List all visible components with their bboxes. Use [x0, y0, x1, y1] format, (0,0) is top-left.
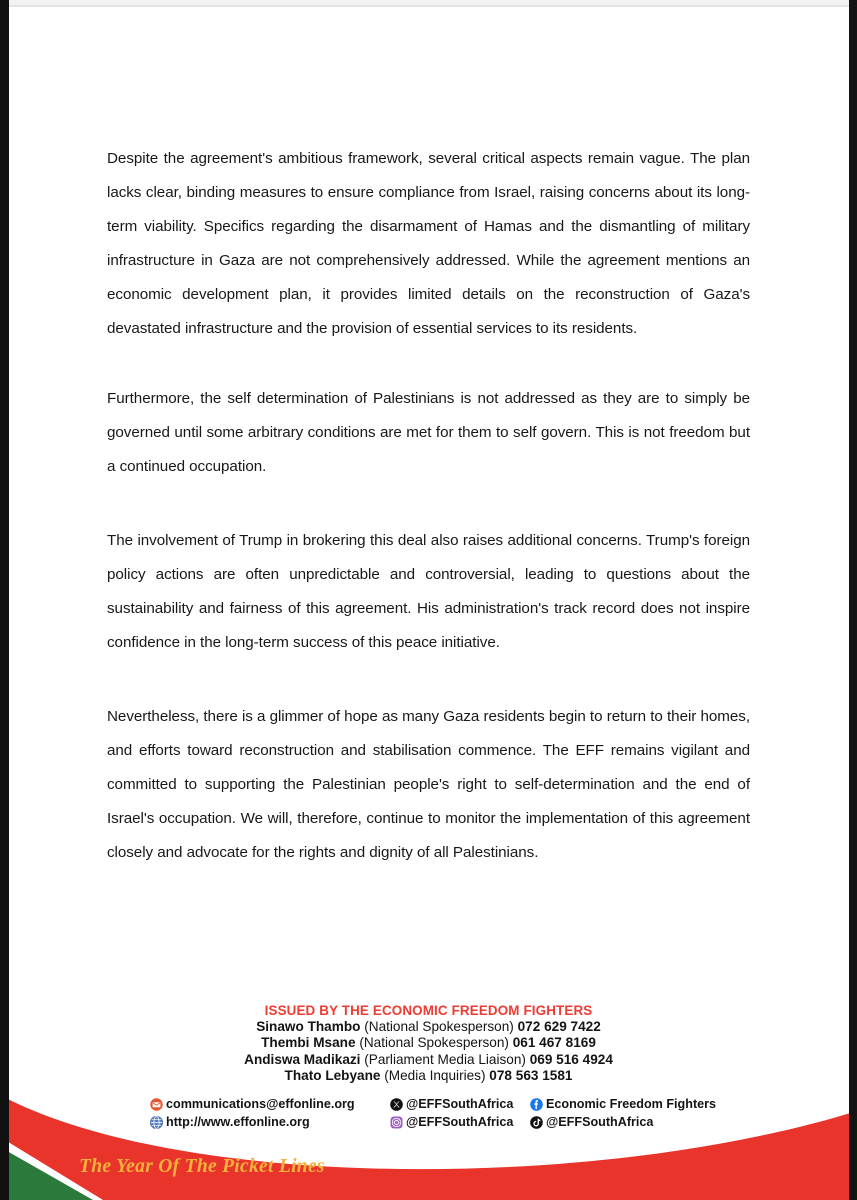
contact-row-instagram[interactable]	[390, 1114, 513, 1131]
contact-name: Thato Lebyane	[284, 1068, 381, 1084]
contact-role: (Parliament Media Liaison)	[364, 1051, 526, 1067]
contact-name: Thembi Msane	[261, 1035, 356, 1051]
email-icon	[150, 1098, 163, 1111]
tiktok-icon	[530, 1116, 543, 1129]
contact-line	[0, 1052, 857, 1068]
contact-row-facebook[interactable]	[530, 1096, 716, 1113]
contact-row-x[interactable]	[390, 1096, 513, 1113]
contact-line	[0, 1035, 857, 1051]
paragraph-3: The involvement of Trump in brokering this deal also raises additional concerns. Trump's foreign policy actions are often unpredictable and controversial, leading to questions about the sustainability and fairness of this agreement. His administration's track record does not inspire confidence in the long-term success of this peace initiative.	[107, 532, 750, 651]
x-handle: @EFFSouthAfrica	[406, 1097, 514, 1111]
contact-role: (Media Inquiries)	[384, 1068, 486, 1084]
contact-phone: 072 629 7422	[517, 1019, 601, 1034]
issued-by-block	[0, 1002, 857, 1085]
contact-line	[0, 1019, 857, 1035]
facebook-icon	[530, 1098, 543, 1111]
contact-line	[0, 1068, 857, 1084]
paragraph-1: Despite the agreement's ambitious framework, several critical aspects remain vague. The plan lacks clear, binding measures to ensure compliance from Israel, raising concerns about its long-term viability. Specifics regarding the disarmament of Hamas and the dismantling of military infrastructure in Gaza are not comprehensively addressed. While the agreement mentions an economic development plan, it provides limited details on the reconstruction of Gaza's devastated infrastructure and the provision of essential services to its residents.	[107, 150, 750, 337]
contact-role: (National Spokesperson)	[364, 1019, 514, 1034]
contact-row-website[interactable]	[150, 1114, 355, 1131]
contact-phone: 078 563 1581	[489, 1068, 573, 1084]
instagram-icon	[390, 1116, 403, 1129]
globe-icon	[150, 1116, 163, 1129]
contact-phone: 069 516 4924	[529, 1051, 613, 1067]
email-address: communications@effonline.org	[166, 1097, 355, 1111]
paragraph-4: Nevertheless, there is a glimmer of hope as many Gaza residents begin to return to their homes, and efforts toward reconstruction and stabilisation commence. The EFF remains vigilant and committed to supporting the Palestinian people's right to self-determination and the end of Israel's occupation. We will, therefore, continue to monitor the implementation of this agreement closely and advocate for the rights and dignity of all Palestinians.	[107, 708, 750, 861]
x-twitter-icon	[390, 1098, 403, 1111]
page-top-rule	[9, 5, 849, 7]
contact-column-email	[150, 1096, 355, 1132]
contact-column-x-instagram	[390, 1096, 513, 1132]
contact-name: Sinawo Thambo	[256, 1019, 361, 1034]
website-url: http://www.effonline.org	[166, 1115, 310, 1129]
contact-row-email[interactable]	[150, 1096, 355, 1113]
banner-tagline: The Year Of The Picket Lines	[79, 1156, 325, 1177]
contact-role: (National Spokesperson)	[359, 1035, 509, 1051]
contact-column-facebook-tiktok	[530, 1096, 716, 1132]
facebook-page-name: Economic Freedom Fighters	[546, 1097, 717, 1111]
contact-phone: 061 467 8169	[512, 1035, 596, 1051]
contact-name: Andiswa Madikazi	[244, 1051, 361, 1067]
paragraph-2: Furthermore, the self determination of Palestinians is not addressed as they are to simply be governed until some arbitrary conditions are met for them to self govern. This is not freedom but a continued occupation.	[107, 390, 750, 475]
document-body	[107, 142, 750, 870]
tiktok-handle: @EFFSouthAfrica	[546, 1115, 654, 1129]
issued-by-heading: ISSUED BY THE ECONOMIC FREEDOM FIGHTERS	[264, 1003, 593, 1018]
contact-row-tiktok[interactable]	[530, 1114, 716, 1131]
instagram-handle: @EFFSouthAfrica	[406, 1115, 514, 1129]
contact-social-strip	[0, 1096, 857, 1136]
